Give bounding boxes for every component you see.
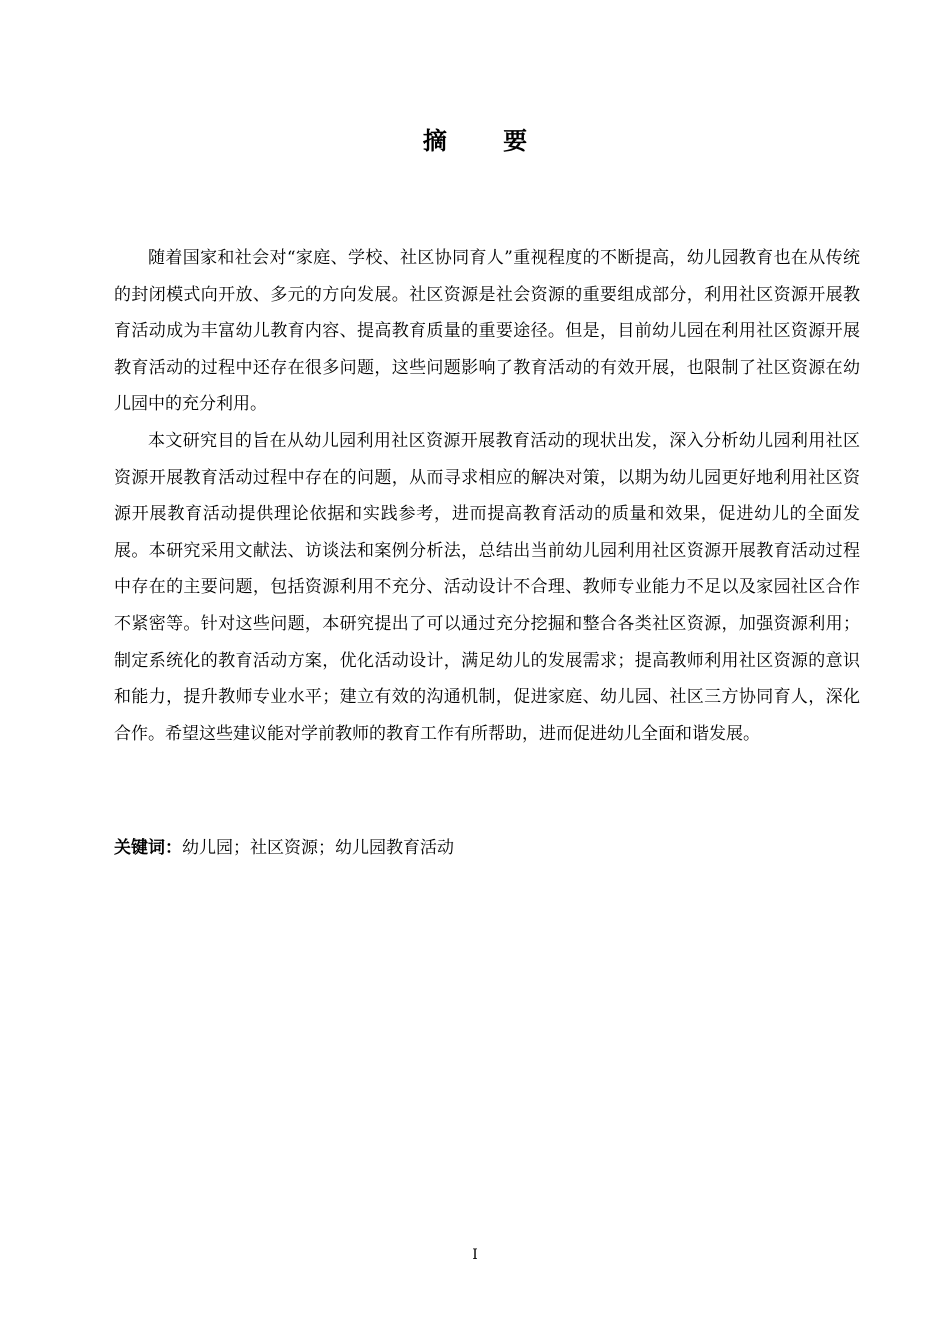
- page-number: I: [472, 1247, 478, 1263]
- abstract-paragraph-2: 本文研究目的旨在从幼儿园利用社区资源开展教育活动的现状出发，深入分析幼儿园利用社区资源开展教育活动过程中存在的问题，从而寻求相应的解决对策，以期为幼儿园更好地利用社区资源开展教育活动提供理论依据和实践参考，进而提高教育活动的质量和效果，促进幼儿的全面发展。本研究采用文献法、访谈法和案例分析法，总结出当前幼儿园利用社区资源开展教育活动过程中存在的主要问题，包括资源利用不充分、活动设计不合理、教师专业能力不足以及家园社区合作不紧密等。针对这些问题，本研究提出了可以通过充分挖掘和整合各类社区资源，加强资源利用；制定系统化的教育活动方案，优化活动设计，满足幼儿的发展需求；提高教师利用社区资源的意识和能力，提升教师专业水平；建立有效的沟通机制，促进家庭、幼儿园、社区三方协同育人，深化合作。希望这些建议能对学前教师的教育工作有所帮助，进而促进幼儿全面和谐发展。: [114, 430, 860, 744]
- abstract-body: [114, 240, 860, 752]
- abstract-paragraph-1: 随着国家和社会对“家庭、学校、社区协同育人”重视程度的不断提高，幼儿园教育也在从传统的封闭模式向开放、多元的方向发展。社区资源是社会资源的重要组成部分，利用社区资源开展教育活动成为丰富幼儿教育内容、提高教育质量的重要途径。但是，目前幼儿园在利用社区资源开展教育活动的过程中还存在很多问题，这些问题影响了教育活动的有效开展，也限制了社区资源在幼儿园中的充分利用。: [114, 248, 860, 415]
- keywords-label: 关键词：: [114, 838, 182, 858]
- keywords-line: [114, 833, 860, 863]
- keywords-text: 幼儿园；社区资源；幼儿园教育活动: [182, 838, 454, 858]
- page-title: 摘 要: [422, 127, 552, 155]
